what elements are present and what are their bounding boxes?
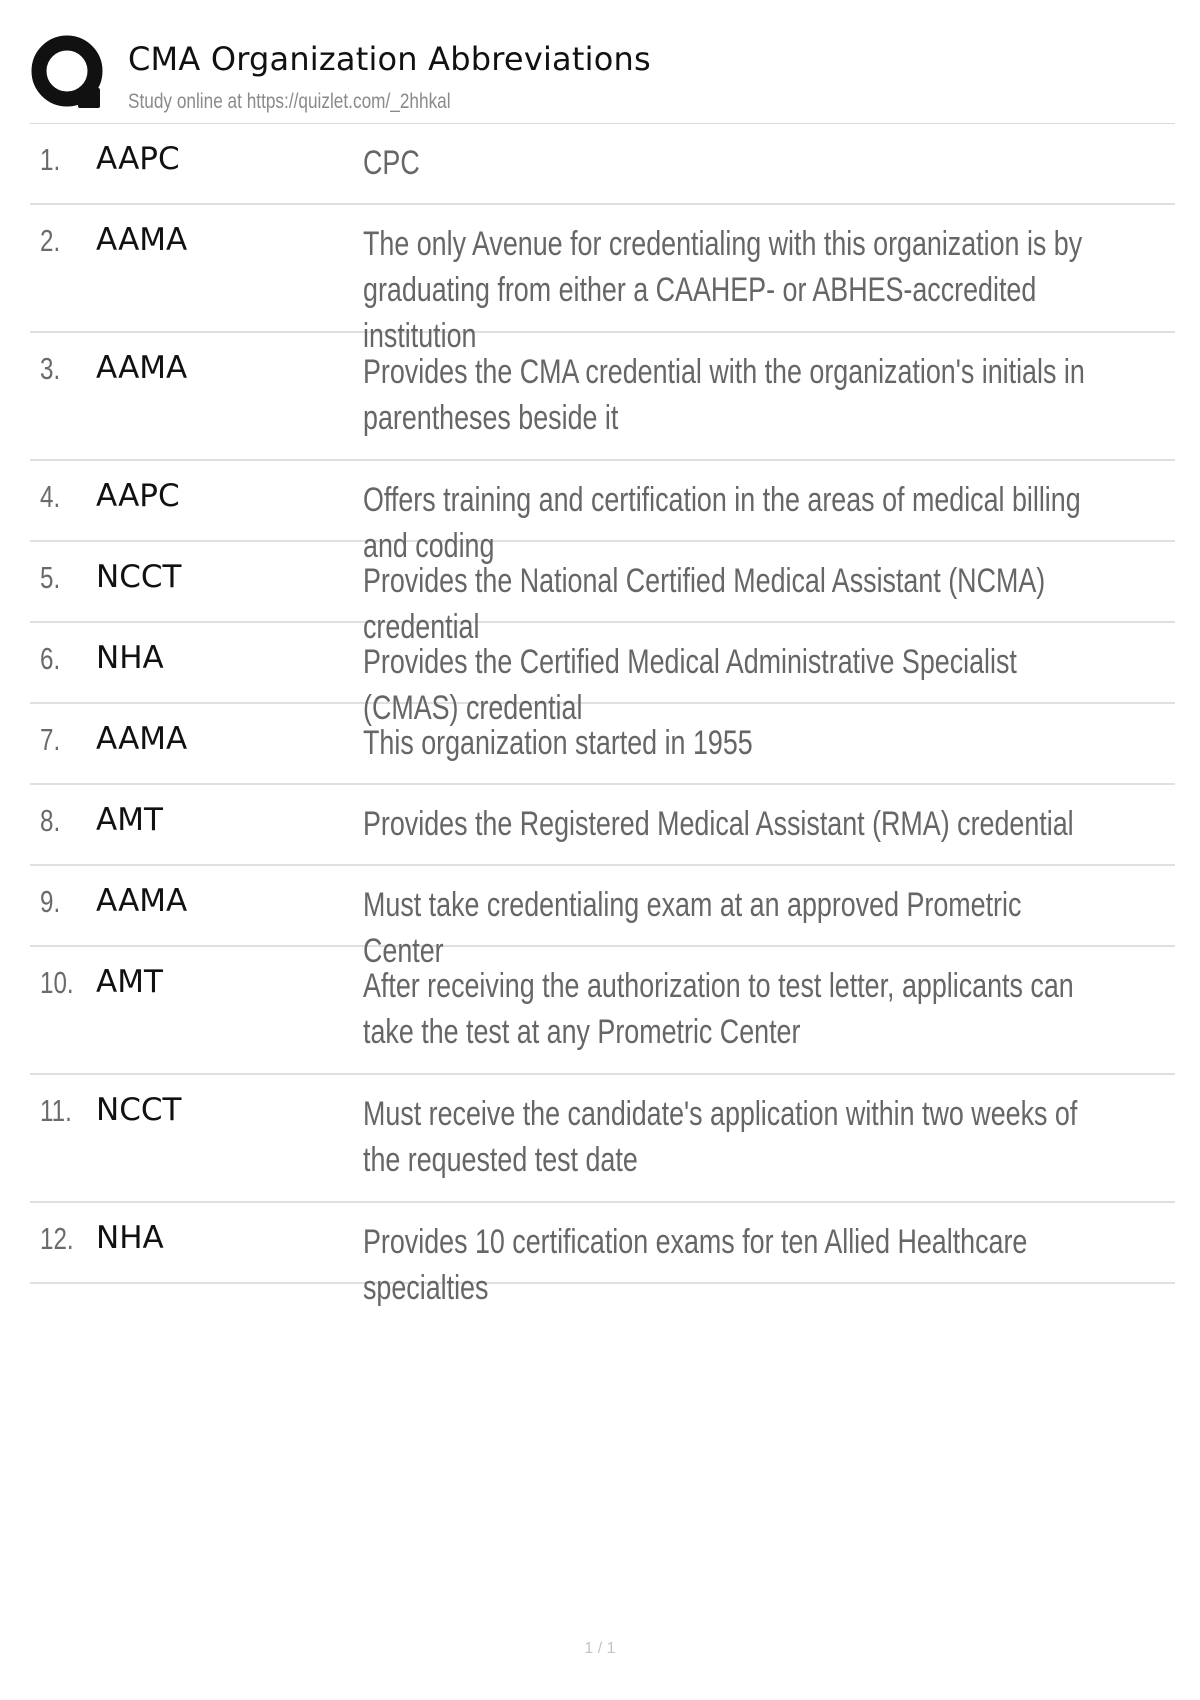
list-item <box>30 1203 1175 1307</box>
list-item <box>30 704 1175 785</box>
item-definition: Provides the CMA credential with the organization's initials in parentheses beside it <box>363 353 1085 437</box>
page-header <box>30 30 1175 125</box>
item-number: 6. <box>40 641 61 676</box>
item-term: NHA <box>96 1220 164 1256</box>
item-number: 11. <box>40 1093 72 1128</box>
item-term: AAMA <box>96 883 188 919</box>
item-number: 7. <box>40 722 61 757</box>
item-number: 2. <box>40 223 61 258</box>
list-item <box>30 866 1175 970</box>
item-number: 8. <box>40 803 61 838</box>
item-definition: Provides 10 certification exams for ten Allied Healthcare specialties <box>363 1223 1028 1307</box>
list-item <box>30 785 1175 866</box>
item-definition: Provides the Certified Medical Administrative Specialist (CMAS) credential <box>363 643 1017 727</box>
item-number: 1. <box>40 142 61 177</box>
item-term: AAPC <box>96 478 180 514</box>
item-definition: Must receive the candidate's application within two weeks of the requested test date <box>363 1095 1078 1179</box>
page-indicator: 1 / 1 <box>584 1640 616 1657</box>
item-number: 9. <box>40 884 61 919</box>
item-term: AAMA <box>96 222 188 258</box>
item-term: AAMA <box>96 350 188 386</box>
list-item <box>30 205 1175 355</box>
list-item <box>30 1075 1175 1203</box>
list-item <box>30 461 1175 565</box>
item-number: 5. <box>40 560 61 595</box>
item-definition: Provides the Registered Medical Assistant (RMA) credential <box>363 805 1074 843</box>
item-definition: Offers training and certification in the areas of medical billing and coding <box>363 481 1081 565</box>
list-item <box>30 623 1175 727</box>
item-number: 3. <box>40 351 61 386</box>
list-item <box>30 124 1175 205</box>
item-term: NHA <box>96 640 164 676</box>
item-definition: The only Avenue for credentialing with this organization is by graduating from either a CAAHEP- or ABHES-accredited institution <box>363 225 1083 355</box>
quizlet-logo-icon <box>30 34 110 114</box>
item-number: 4. <box>40 479 61 514</box>
item-term: AMT <box>96 802 163 838</box>
item-definition: CPC <box>363 144 420 182</box>
item-definition: This organization started in 1955 <box>363 724 753 762</box>
list-item <box>30 947 1175 1075</box>
item-definition: Provides the National Certified Medical Assistant (NCMA) credential <box>363 562 1046 646</box>
item-term: AAPC <box>96 141 180 177</box>
item-term: NCCT <box>96 559 182 595</box>
list-item <box>30 542 1175 646</box>
item-definition: After receiving the authorization to test letter, applicants can take the test at any Prometric Center <box>363 967 1074 1051</box>
study-online-link[interactable]: Study online at https://quizlet.com/_2hhkal <box>128 90 451 113</box>
item-term: AMT <box>96 964 163 1000</box>
item-term: NCCT <box>96 1092 182 1128</box>
item-definition: Must take credentialing exam at an approved Prometric Center <box>363 886 1022 970</box>
list-item <box>30 333 1175 461</box>
term-list <box>30 123 1175 1307</box>
page-title: CMA Organization Abbreviations <box>128 40 651 78</box>
item-number: 12. <box>40 1221 74 1256</box>
item-number: 10. <box>40 965 74 1000</box>
item-term: AAMA <box>96 721 188 757</box>
